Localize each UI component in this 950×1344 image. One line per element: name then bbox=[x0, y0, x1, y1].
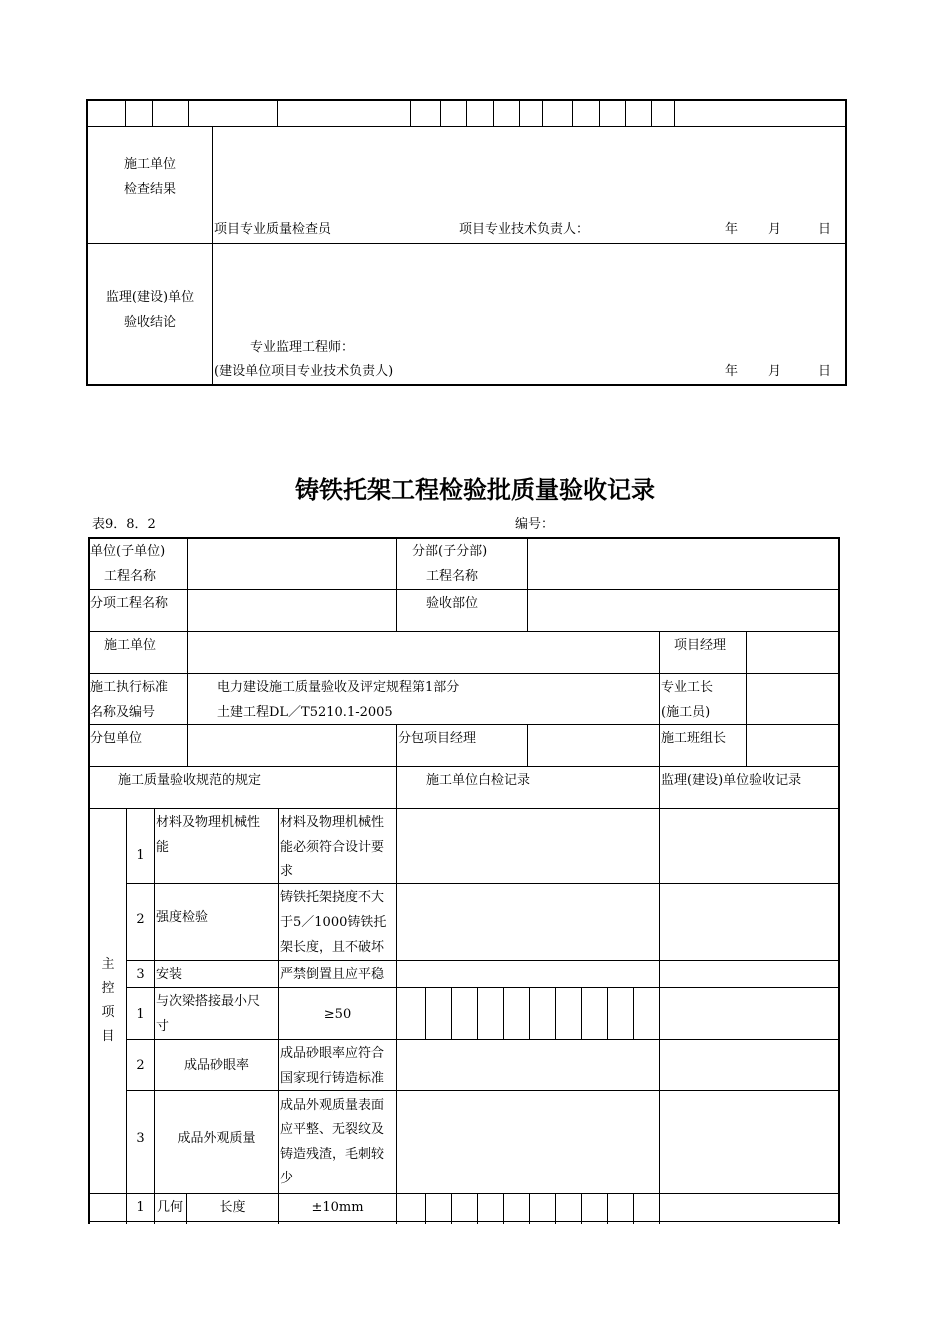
row-1-no: 1 bbox=[136, 848, 145, 863]
row-6-req-4: 少 bbox=[280, 1171, 294, 1186]
owner-tech-lead-label: (建设单位项目专业技术负责人) bbox=[214, 364, 394, 379]
sub-project-label-2: 工程名称 bbox=[426, 569, 479, 584]
spec-rule-label: 施工质量验收规范的规定 bbox=[118, 773, 262, 788]
standard-label-2: 名称及编号 bbox=[90, 705, 156, 720]
team-leader-label: 施工班组长 bbox=[661, 731, 727, 746]
supervision-record-label: 监理(建设)单位验收记录 bbox=[661, 773, 802, 788]
standard-value-1: 电力建设施工质量验收及评定规程第1部分 bbox=[217, 680, 460, 695]
row-4-item-1: 与次梁搭接最小尺 bbox=[156, 994, 261, 1009]
subcontractor-label: 分包单位 bbox=[90, 731, 143, 746]
row-6-req-2: 应平整、无裂纹及 bbox=[280, 1122, 385, 1137]
foreman-label-2: (施工员) bbox=[661, 705, 711, 720]
construction-result-label-2: 检查结果 bbox=[123, 182, 176, 197]
row-5-no: 2 bbox=[136, 1058, 145, 1073]
row-1-item-1: 材料及物理机械性 bbox=[156, 815, 261, 830]
row-3-no: 3 bbox=[136, 967, 145, 982]
row-1-req-1: 材料及物理机械性 bbox=[280, 815, 385, 830]
row-7-sub-item: 长度 bbox=[219, 1200, 246, 1215]
row-5-item: 成品砂眼率 bbox=[183, 1058, 249, 1073]
project-manager-label: 项目经理 bbox=[674, 638, 727, 653]
row-6-req-1: 成品外观质量表面 bbox=[280, 1098, 385, 1113]
row-1-req-3: 求 bbox=[280, 864, 294, 879]
acceptance-part-label: 验收部位 bbox=[426, 596, 479, 611]
date-year-2: 年 bbox=[725, 364, 739, 379]
self-check-label: 施工单位白检记录 bbox=[426, 773, 531, 788]
construction-result-label-1: 施工单位 bbox=[123, 157, 176, 172]
date-day: 日 bbox=[818, 222, 832, 237]
supervision-label-2: 验收结论 bbox=[123, 315, 176, 330]
date-day-2: 日 bbox=[818, 364, 832, 379]
row-7-item: 几何 bbox=[157, 1200, 184, 1215]
row-3-item: 安装 bbox=[156, 967, 183, 982]
main-control-char-2: 控 bbox=[101, 981, 115, 996]
sub-pm-label: 分包项目经理 bbox=[398, 731, 477, 746]
main-control-char-3: 项 bbox=[101, 1005, 115, 1020]
row-5-req-1: 成品砂眼率应符合 bbox=[280, 1046, 385, 1061]
serial-number-label: 编号： bbox=[515, 517, 555, 532]
date-year: 年 bbox=[725, 222, 739, 237]
row-2-no: 2 bbox=[136, 912, 145, 927]
standard-value-2: 土建工程DL／T5210.1-2005 bbox=[217, 705, 393, 720]
construction-unit-label: 施工单位 bbox=[104, 638, 157, 653]
unit-project-label-2: 工程名称 bbox=[104, 569, 157, 584]
row-6-req-3: 铸造残渣，毛刺较 bbox=[280, 1147, 385, 1162]
row-7-req: ±10mm bbox=[311, 1200, 364, 1215]
row-7-no: 1 bbox=[136, 1200, 145, 1215]
row-6-item: 成品外观质量 bbox=[177, 1131, 256, 1146]
row-4-req: ≥50 bbox=[323, 1007, 352, 1022]
row-2-req-3: 架长度，且不破坏 bbox=[280, 940, 385, 955]
row-2-item: 强度检验 bbox=[156, 910, 209, 925]
row-2-req-2: 于5／1000铸铁托 bbox=[280, 915, 387, 930]
unit-project-label-1: 单位(子单位) bbox=[90, 544, 166, 559]
quality-inspector-label: 项目专业质量检查员 bbox=[214, 222, 332, 237]
row-3-req: 严禁倒置且应平稳 bbox=[280, 967, 385, 982]
date-month-2: 月 bbox=[768, 364, 782, 379]
supervision-label-1: 监理(建设)单位 bbox=[105, 290, 195, 305]
standard-label-1: 施工执行标准 bbox=[90, 680, 169, 695]
foreman-label-1: 专业工长 bbox=[661, 680, 714, 695]
row-6-no: 3 bbox=[136, 1131, 145, 1146]
main-control-char-4: 目 bbox=[101, 1029, 115, 1044]
row-2-req-1: 铸铁托架挠度不大 bbox=[280, 890, 385, 905]
row-4-no: 1 bbox=[136, 1007, 145, 1022]
item-project-label: 分项工程名称 bbox=[90, 596, 169, 611]
date-month: 月 bbox=[768, 222, 782, 237]
table-number: 表9．8．2 bbox=[92, 517, 156, 532]
row-4-item-2: 寸 bbox=[156, 1019, 170, 1034]
row-1-item-2: 能 bbox=[156, 840, 170, 855]
page-title: 铸铁托架工程检验批质量验收记录 bbox=[295, 476, 655, 504]
sub-project-label-1: 分部(子分部) bbox=[412, 544, 488, 559]
main-control-char-1: 主 bbox=[101, 957, 115, 972]
tech-lead-label: 项目专业技术负责人： bbox=[459, 222, 590, 237]
supervising-engineer-label: 专业监理工程师： bbox=[250, 340, 355, 355]
row-5-req-2: 国家现行铸造标准 bbox=[280, 1071, 385, 1086]
row-1-req-2: 能必须符合设计要 bbox=[280, 840, 385, 855]
